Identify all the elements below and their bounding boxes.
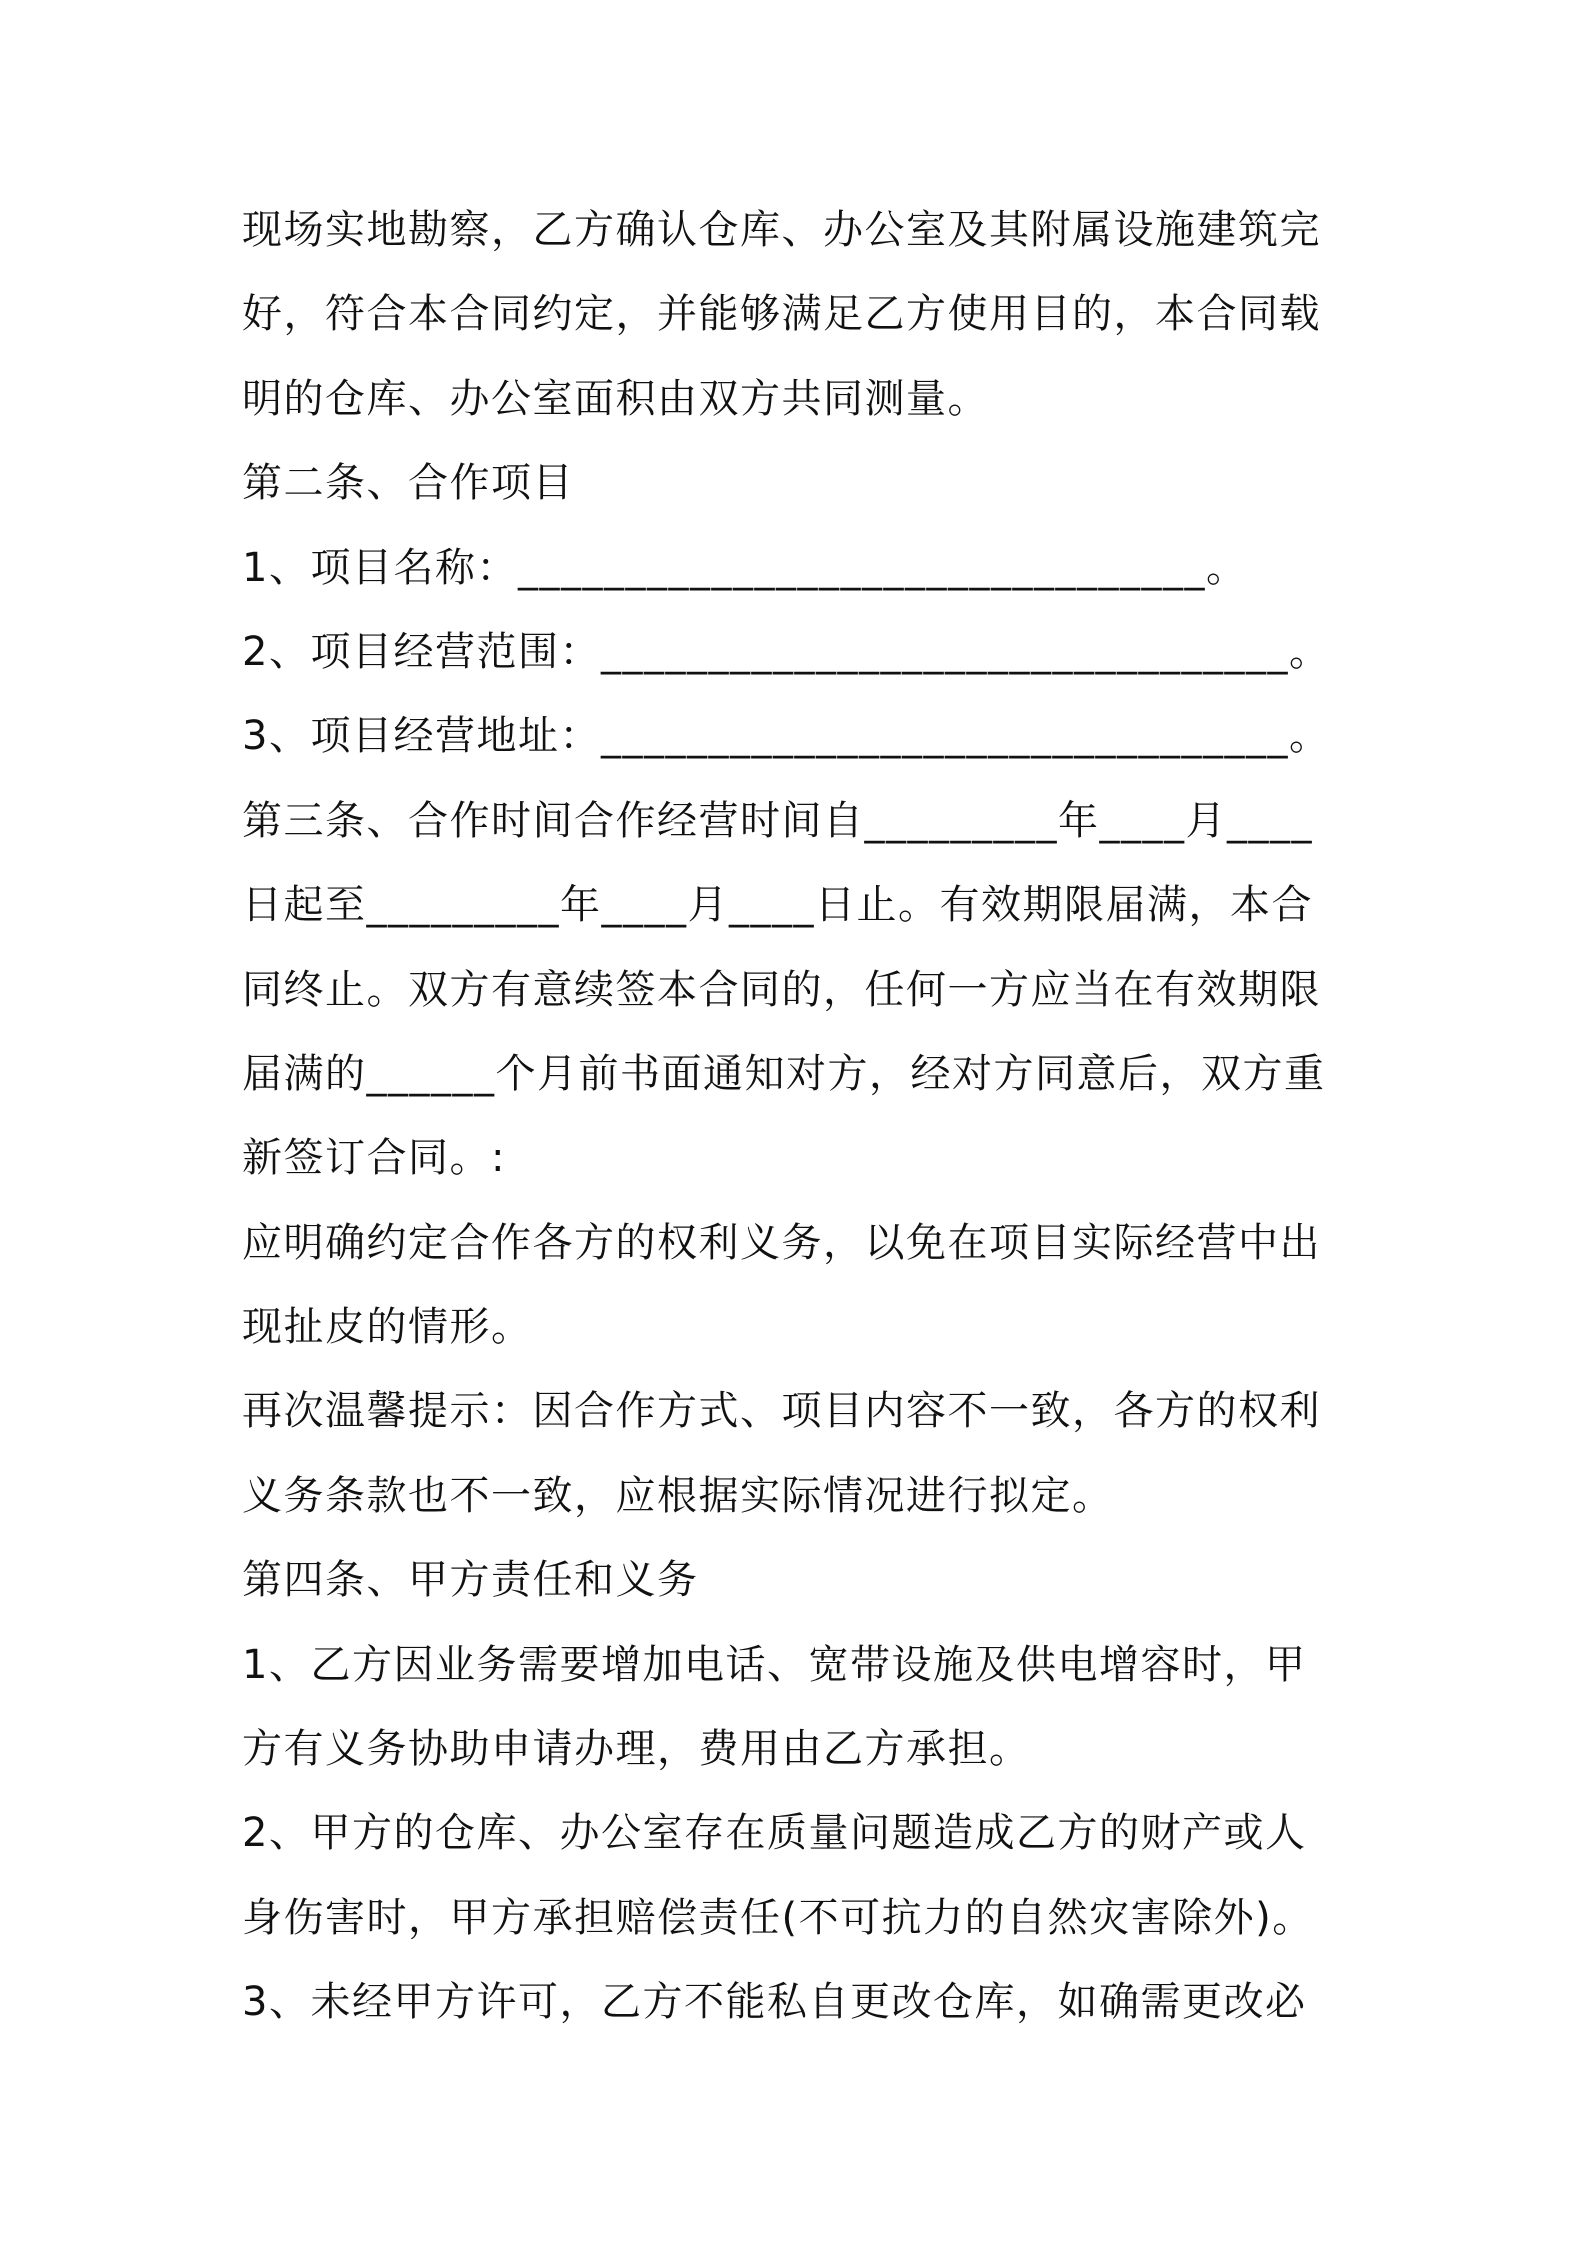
section-heading: 第二条、合作项目 (242, 460, 574, 507)
text-line: 现扯皮的情形。 (242, 1304, 533, 1351)
text-line: 好，符合本合同约定，并能够满足乙方使用目的，本合同载 (242, 291, 1321, 338)
text-line: 方有义务协助申请办理，费用由乙方承担。 (242, 1726, 1031, 1773)
list-item: 2、甲方的仓库、办公室存在质量问题造成乙方的财产或人 (242, 1810, 1307, 1857)
text-line: 再次温馨提示：因合作方式、项目内容不一致，各方的权利 (242, 1388, 1321, 1435)
text-line: 现场实地勘察，乙方确认仓库、办公室及其附属设施建筑完 (242, 207, 1321, 253)
document-body (242, 188, 1362, 2045)
section-heading: 第四条、甲方责任和义务 (242, 1557, 699, 1604)
text-line: 同终止。双方有意续签本合同的，任何一方应当在有效期限 (242, 966, 1321, 1013)
text-line: 日起至_________年____月____日止。有效期限届满，本合 (242, 882, 1313, 929)
text-line: 明的仓库、办公室面积由双方共同测量。 (242, 375, 989, 422)
list-item: 2、项目经营范围：________________________________。 (242, 628, 1331, 675)
list-item: 3、项目经营地址：________________________________。 (242, 713, 1331, 760)
list-item: 1、乙方因业务需要增加电话、宽带设施及供电增容时，甲 (242, 1641, 1307, 1688)
list-item: 1、项目名称：________________________________。 (242, 544, 1248, 591)
list-item: 3、未经甲方许可，乙方不能私自更改仓库，如确需更改必 (242, 1979, 1307, 2026)
text-line: 新签订合同。: (242, 1135, 506, 1182)
text-line: 应明确约定合作各方的权利义务，以免在项目实际经营中出 (242, 1219, 1321, 1266)
text-line: 义务条款也不一致，应根据实际情况进行拟定。 (242, 1472, 1114, 1519)
section-heading: 第三条、合作时间合作经营时间自_________年____月____ (242, 797, 1313, 844)
text-line: 身伤害时，甲方承担赔偿责任(不可抗力的自然灾害除外)。 (242, 1894, 1314, 1941)
text-line: 届满的______个月前书面通知对方，经对方同意后，双方重 (242, 1050, 1326, 1097)
